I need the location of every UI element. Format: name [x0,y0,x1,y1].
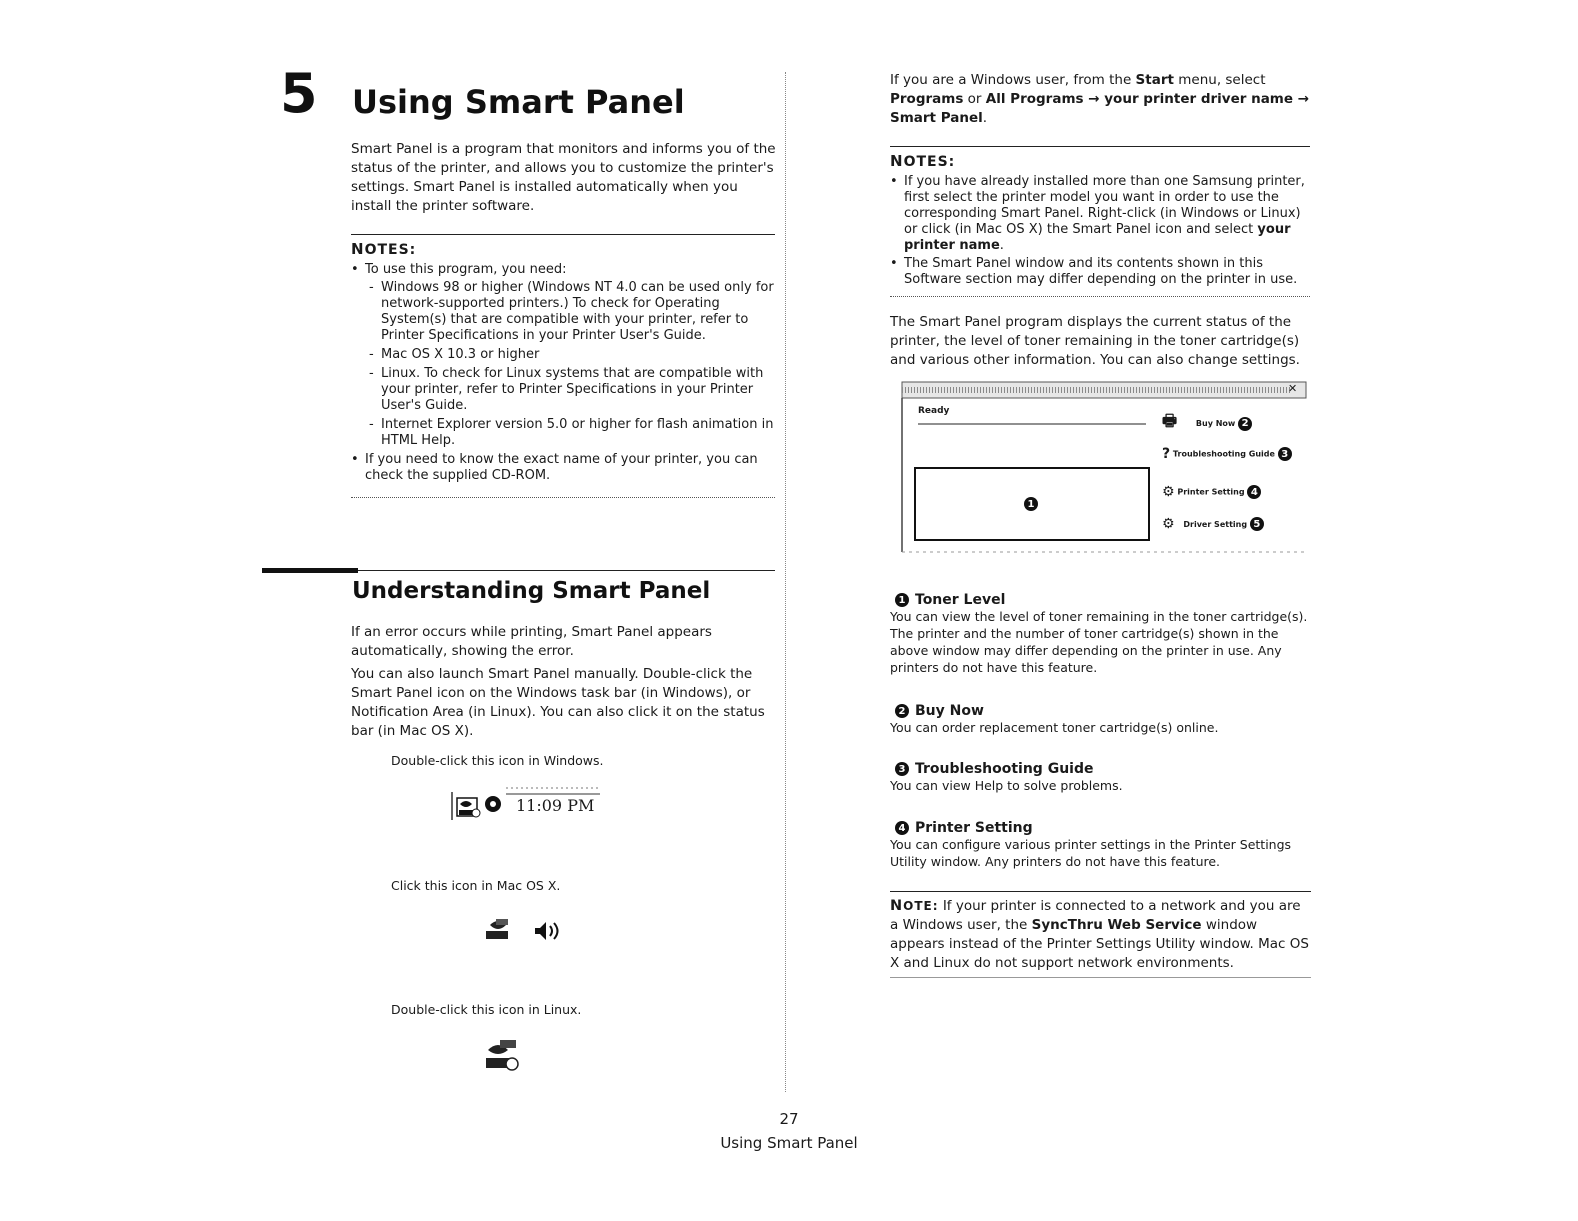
callout-1-icon: 1 [895,593,909,607]
launch-paragraph: You can also launch Smart Panel manually. Double-click the Smart Panel icon on the Windows task bar (in Windows), or Notification Area (in Linux). You can also click it on the status bar (in Mac OS X). [351,666,765,739]
column-divider [785,72,786,1092]
notes-bullet: • To use this program, you need: - Windows 98 or higher (Windows NT 4.0 can be used only for network-supported printers.) To check for Operating System(s) that are compatible with your printer, refer to Printer Specifications in your Printer User's Guide. - Mac OS X 10.3 or higher - Linux. To check for Linux systems that are compatible with your printer, refer to Printer Specifications in your Printer User's Guide. - Internet Explorer version 5.0 or higher for flash animation in HTML Help. [351,262,775,449]
notes-title: NOTES: [351,240,417,258]
right-notes-bottom-rule [890,296,1310,297]
requirement-item: - Linux. To check for Linux systems that are compatible with your printer, refer to Printer Specifications in your Printer User's Guide. [365,366,775,414]
status-text: Ready [918,406,950,416]
close-icon[interactable]: ✕ [1288,382,1298,395]
notes-top-rule [351,234,775,235]
notes-bottom-rule [351,497,775,498]
callout-1: 1 [1024,497,1038,511]
section-bar [262,568,358,573]
smart-panel-window [900,380,1310,555]
feature-description: You can view Help to solve problems. [890,778,1123,793]
callout-5: 5 [1250,517,1264,531]
requirement-item: - Internet Explorer version 5.0 or higher for flash animation in HTML Help. [365,417,775,449]
right-notes-top-rule [890,146,1310,147]
speaker-tray-icon[interactable] [483,794,505,820]
callout-2-icon: 2 [895,704,909,718]
printer-gear-icon: ⚙ [1162,484,1175,500]
note-bottom-rule [890,977,1311,978]
callout-3-icon: 3 [895,762,909,776]
notes-list [351,262,775,486]
windows-caption: Double-click this icon in Windows. [391,753,604,768]
buy-now-button[interactable]: 🖶 Buy Now 2 [1162,410,1252,437]
linux-smart-panel-icon[interactable] [482,1038,522,1076]
feature-description: You can view the level of toner remaining in the toner cartridge(s). The printer and the number of toner cartridge(s) shown in the above window may differ depending on the printer in use. Any printers do not have this feature. [890,609,1308,675]
section-rule [358,570,775,571]
linux-caption: Double-click this icon in Linux. [391,1002,582,1017]
display-paragraph: The Smart Panel program displays the current status of the printer, the level of toner remaining in the toner cartridge(s) and various other information. You can also change settings. [890,314,1300,368]
feature-title: Troubleshooting Guide [915,761,1094,777]
feature-description: You can order replacement toner cartridge(s) online. [890,720,1219,735]
feature-toner-level [890,592,1315,676]
note-top-rule [890,891,1311,892]
help-book-icon: ? [1162,446,1171,462]
right-notes-list [890,174,1315,290]
feature-printer-setting [890,820,1315,870]
feature-troubleshooting [890,761,1315,794]
requirement-item: - Mac OS X 10.3 or higher [365,347,775,363]
section-title: Understanding Smart Panel [352,578,711,604]
callout-4: 4 [1247,485,1261,499]
feature-buy-now [890,703,1315,736]
requirement-item: - Windows 98 or higher (Windows NT 4.0 can be used only for network-supported printers.) To check for Operating System(s) that are compatible with your printer, refer to Printer Specifications in your Printer User's Guide. [365,280,775,344]
driver-gear-icon: ⚙ [1162,516,1175,532]
page-number: 27 [779,1110,799,1128]
notes-bullet: • If you need to know the exact name of your printer, you can check the supplied CD-ROM. [351,452,775,484]
right-notes-title: NOTES: [890,152,956,170]
right-notes-bullet: • If you have already installed more than one Samsung printer, first select the printer model you want in order to use the corresponding Smart Panel. Right-click (in Windows or Linux) or click (in Mac OS X) the Smart Panel icon and select your printer name. [890,174,1315,254]
right-notes-bullet: • The Smart Panel window and its contents shown in this Software section may differ depending on the printer in use. [890,256,1315,288]
chapter-number: 5 [280,62,318,125]
buy-now-icon: 🖶 [1162,411,1178,430]
feature-title: Printer Setting [915,820,1033,836]
callout-2: 2 [1238,417,1252,431]
mac-smart-panel-icon[interactable] [484,917,516,947]
chapter-title: Using Smart Panel [352,83,685,121]
start-menu-paragraph: If you are a Windows user, from the Start menu, select Programs or All Programs → your printer driver name → Smart Panel. [890,72,1310,126]
feature-title: Buy Now [915,703,984,719]
footer-chapter-name: Using Smart Panel [720,1134,858,1152]
feature-description: You can configure various printer settings in the Printer Settings Utility window. Any printers do not have this feature. [890,837,1292,869]
mac-caption: Click this icon in Mac OS X. [391,878,561,893]
troubleshooting-button[interactable]: ? Troubleshooting Guide 3 [1162,446,1292,462]
intro-paragraph: Smart Panel is a program that monitors and informs you of the status of the printer, and allows you to customize the printer's settings. Smart Panel is installed automatically when you install the printer software. [351,141,776,214]
printer-setting-button[interactable]: ⚙ Printer Setting 4 [1162,484,1261,500]
tray-clock: 11:09 PM [516,796,595,815]
mac-volume-icon[interactable] [533,920,561,946]
windows-taskbar [450,782,600,824]
callout-3: 3 [1278,447,1292,461]
network-note: NOTE: If your printer is connected to a network and you are a Windows user, the SyncThru Web Service window appears instead of the Printer Settings Utility window. Mac OS X and Linux do not support network environments. [890,898,1309,971]
smart-panel-tray-icon[interactable] [456,794,482,824]
error-paragraph: If an error occurs while printing, Smart Panel appears automatically, showing the error. [351,624,712,659]
callout-4-icon: 4 [895,821,909,835]
driver-setting-button[interactable]: ⚙ Driver Setting 5 [1162,516,1264,532]
feature-title: Toner Level [915,592,1006,608]
